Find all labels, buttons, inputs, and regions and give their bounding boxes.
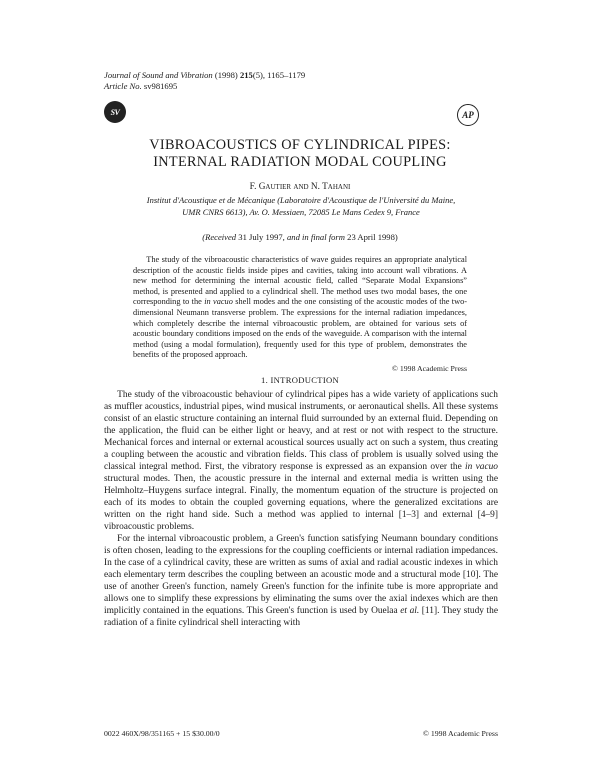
affiliation <box>104 195 498 218</box>
affiliation-line-1: Institut d'Acoustique et de Mécanique (Laboratoire d'Acoustique de l'Université du Maine, <box>146 195 456 205</box>
journal-issue-pages: (5), 1165–1179 <box>252 70 306 80</box>
abstract <box>133 255 467 361</box>
article-number: sv981695 <box>143 81 178 91</box>
footer-issn: 0022 460X/98/351165 + 15 $30.00/0 <box>104 729 220 738</box>
authors: F. Gautier and N. Tahani <box>249 182 351 192</box>
journal-year: (1998) <box>214 70 238 80</box>
ap-logo <box>457 104 479 126</box>
received-prefix: (Received <box>202 232 237 242</box>
article-number-line <box>104 81 305 92</box>
paragraph-2 <box>104 533 498 629</box>
paragraph-1-part-1: The study of the vibroacoustic behaviour of cylindrical pipes has a wide variety of applications such as muffler acoustics, industrial pipes, wind musical instruments, or aeronautical shells. All these systems consist of an elastic structure containing an internal fluid surrounded by an external fluid. Depending on the application, the fluid can be either light or heavy, and at rest or not with respect to the structure. Mechanical forces and internal or external acoustical sources usually act on such a system, thus creating a coupling between the acoustic and vibration fields. This class of problem is usually solved using the classical integral method. First, the vibratory response is expressed as an expansion over the <box>104 390 498 472</box>
ap-logo-text: AP <box>462 110 474 120</box>
received-date-2: 23 April 1998) <box>347 232 398 242</box>
article-label: Article No. <box>104 81 142 91</box>
received-date-1: 31 July 1997 <box>238 232 283 242</box>
sv-logo-text: SV <box>110 107 120 117</box>
abstract-text-part-2: shell modes and the one consisting of the acoustic modes of the two-dimensional Neumann transverse problem. The expressions for the internal radiation impedances, which completely describe the internal vibroacoustic problem, are obtained for various sets of acoustic boundary conditions imposed on the ends of the waveguide. A comparison with the internal method (using a modal formulation), frequently used for this type of problem, demonstrates the benefits of the proposed approach. <box>133 297 468 360</box>
journal-name: Journal of Sound and Vibration <box>104 70 213 80</box>
abstract-copyright: © 1998 Academic Press <box>392 364 467 373</box>
title-line-2: INTERNAL RADIATION MODAL COUPLING <box>153 154 447 170</box>
affiliation-line-2: UMR CNRS 6613), Av. O. Messiaen, 72085 Le Mans Cedex 9, France <box>182 206 420 217</box>
abstract-text <box>133 255 467 361</box>
abstract-text-part-1: The study of the vibroacoustic characteristics of wave guides requires an appropriate analytical description of the acoustic fields inside pipes and cavities, taking into account wall vibrations. A new method for determining the internal acoustic field, called “Separate Modal Expansions” method, is presented and applied to a cylindrical shell. The method uses two modal bases, the one corresponding to the <box>133 255 467 307</box>
paragraph-1 <box>104 389 498 533</box>
paragraph-2-part-2: [11]. They study the radiation of a finite cylindrical shell interacting with <box>104 606 499 628</box>
journal-header <box>104 70 305 92</box>
abstract-italic: in vacuo <box>204 297 233 307</box>
journal-volume: 215 <box>239 70 253 80</box>
paragraph-2-part-1: For the internal vibroacoustic problem, a Green's function satisfying Neumann boundary conditions is often chosen, leading to the expressions for the coupling coefficients or internal radiation impedances. In the case of a cylindrical cavity, these are written as sums of axial and radial acoustic indexes in which each elementary term describes the coupling between an acoustic mode and a structural mode [10]. The use of another Green's function, namely Green's function for the infinite tube is more appropriate and allows one to simplify these expressions by eliminating the sums over the axial indexes which are then implicitly contained in the equations. This Green's function is used by Ouelaa <box>104 534 498 616</box>
sv-logo <box>104 101 126 123</box>
paper-title <box>0 137 600 171</box>
paragraph-2-italic: et al. <box>400 606 420 616</box>
paragraph-1-part-2: structural modes. Then, the acoustic pressure in the internal and external media is written using the Helmholtz–Huygens surface integral. Finally, the momentum equation of the structure is projected on each of its modes to obtain the coupled governing equations, where the generalized excitations are written on the right hand side. Such a method was applied to internal [1–3] and external [4–9] vibroacoustic problems. <box>104 474 498 532</box>
footer-copyright: © 1998 Academic Press <box>423 729 498 738</box>
journal-citation <box>104 70 305 81</box>
received-dates <box>0 232 600 242</box>
title-line-1: VIBROACOUSTICS OF CYLINDRICAL PIPES: <box>149 137 451 153</box>
received-mid: , and in final form <box>282 232 345 242</box>
paragraph-1-italic: in vacuo <box>465 462 498 472</box>
section-heading-introduction: 1. INTRODUCTION <box>260 375 340 385</box>
body-text <box>104 389 498 629</box>
